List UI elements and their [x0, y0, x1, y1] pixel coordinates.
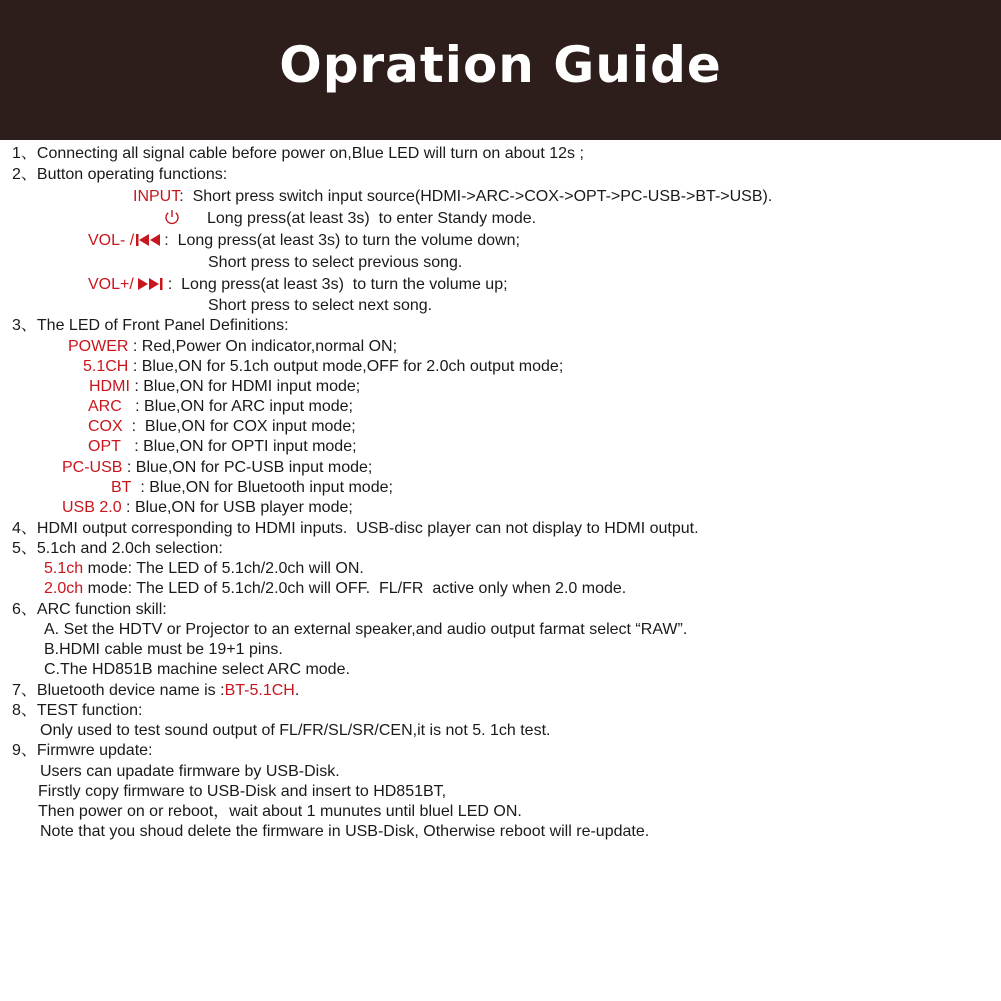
mode-51ch	[44, 559, 364, 579]
title-banner	[0, 0, 1001, 140]
mode-desc: mode: The LED of 5.1ch/2.0ch will ON.	[83, 560, 364, 577]
step-9: 9、Firmwre update:	[12, 742, 153, 759]
bt-name-label: 7、Bluetooth device name is :	[12, 682, 225, 699]
led-desc: : Blue,ON for USB player mode;	[126, 499, 353, 516]
mode-desc: mode: The LED of 5.1ch/2.0ch will OFF. FL/FR active only when 2.0 mode.	[83, 580, 627, 597]
vol-down-row	[88, 231, 520, 254]
led-label: 5.1CH	[83, 358, 129, 375]
led-desc: : Blue,ON for HDMI input mode;	[134, 378, 361, 395]
led-desc: : Blue,ON for OPTI input mode;	[134, 438, 357, 455]
led-label: COX	[88, 418, 123, 435]
led-pcusb	[62, 458, 372, 478]
led-opt	[88, 437, 357, 457]
led-label: ARC	[88, 398, 122, 415]
step-7	[12, 681, 299, 701]
mode-label: 2.0ch	[44, 580, 84, 597]
input-desc: : Short press switch input source(HDMI->ARC->COX->OPT->PC-USB->BT->USB).	[179, 188, 773, 205]
arc-step-b: B.HDMI cable must be 19+1 pins.	[44, 641, 283, 658]
step-8: 8、TEST function:	[12, 702, 143, 719]
firmware-line-4: Note that you shoud delete the firmware in USB-Disk, Otherwise reboot will re-update.	[40, 823, 650, 840]
mode-label: 5.1ch	[44, 560, 84, 577]
led-usb	[62, 498, 353, 518]
led-label: USB 2.0	[62, 499, 122, 516]
led-desc: : Red,Power On indicator,normal ON;	[132, 338, 398, 355]
led-label: POWER	[68, 338, 129, 355]
firmware-line-3: Then power on or reboot，wait about 1 munutes until bluel LED ON.	[38, 803, 522, 820]
vol-down-key: VOL- /	[88, 232, 135, 249]
led-desc: : Blue,ON for ARC input mode;	[135, 398, 353, 415]
vol-down-desc: : Long press(at least 3s) to turn the volume down;	[164, 232, 520, 249]
bt-device-name: BT-5.1CH	[224, 682, 295, 699]
step-6: 6、ARC function skill:	[12, 601, 167, 618]
power-icon	[163, 208, 181, 232]
led-label: BT	[111, 479, 132, 496]
led-label: HDMI	[89, 378, 130, 395]
vol-up-key: VOL+/	[88, 276, 134, 293]
firmware-line-2: Firstly copy firmware to USB-Disk and insert to HD851BT,	[38, 783, 447, 800]
bt-name-end: .	[294, 682, 300, 699]
led-desc: : Blue,ON for Bluetooth input mode;	[140, 479, 393, 496]
led-bt	[111, 478, 393, 498]
test-desc: Only used to test sound output of FL/FR/SL/SR/CEN,it is not 5. 1ch test.	[40, 722, 551, 739]
step-2: 2、Button operating functions:	[12, 166, 228, 183]
previous-track-icon	[134, 232, 164, 254]
vol-down-desc-2: Short press to select previous song.	[208, 254, 463, 271]
vol-up-row	[88, 275, 508, 298]
page-title: Opration Guide	[279, 36, 722, 94]
step-1: 1、Connecting all signal cable before power on,Blue LED will turn on about 12s ;	[12, 145, 584, 162]
arc-step-a: A. Set the HDTV or Projector to an external speaker,and audio output farmat select “RAW”.	[44, 621, 688, 638]
led-51ch	[83, 357, 563, 377]
led-label: PC-USB	[62, 459, 123, 476]
led-arc	[88, 397, 353, 417]
mode-20ch	[44, 579, 626, 599]
led-hdmi	[89, 377, 360, 397]
step-4: 4、HDMI output corresponding to HDMI inputs. USB-disc player can not display to HDMI output.	[12, 520, 699, 537]
step-3: 3、The LED of Front Panel Definitions:	[12, 317, 289, 334]
input-button-row	[133, 187, 772, 207]
led-power	[68, 337, 397, 357]
arc-step-c: C.The HD851B machine select ARC mode.	[44, 661, 350, 678]
vol-up-desc: : Long press(at least 3s) to turn the volume up;	[167, 276, 508, 293]
next-track-icon	[134, 276, 168, 298]
firmware-line-1: Users can upadate firmware by USB-Disk.	[40, 763, 340, 780]
input-key: INPUT	[133, 188, 180, 205]
led-desc: : Blue,ON for 5.1ch output mode,OFF for 2.0ch output mode;	[132, 358, 564, 375]
led-desc: : Blue,ON for COX input mode;	[131, 418, 356, 435]
led-cox	[88, 417, 356, 437]
led-desc: : Blue,ON for PC-USB input mode;	[126, 459, 373, 476]
step-5: 5、5.1ch and 2.0ch selection:	[12, 540, 223, 557]
power-button-row	[163, 208, 536, 232]
led-label: OPT	[88, 438, 121, 455]
power-desc: Long press(at least 3s) to enter Standy mode.	[207, 210, 537, 227]
vol-up-desc-2: Short press to select next song.	[208, 297, 433, 314]
